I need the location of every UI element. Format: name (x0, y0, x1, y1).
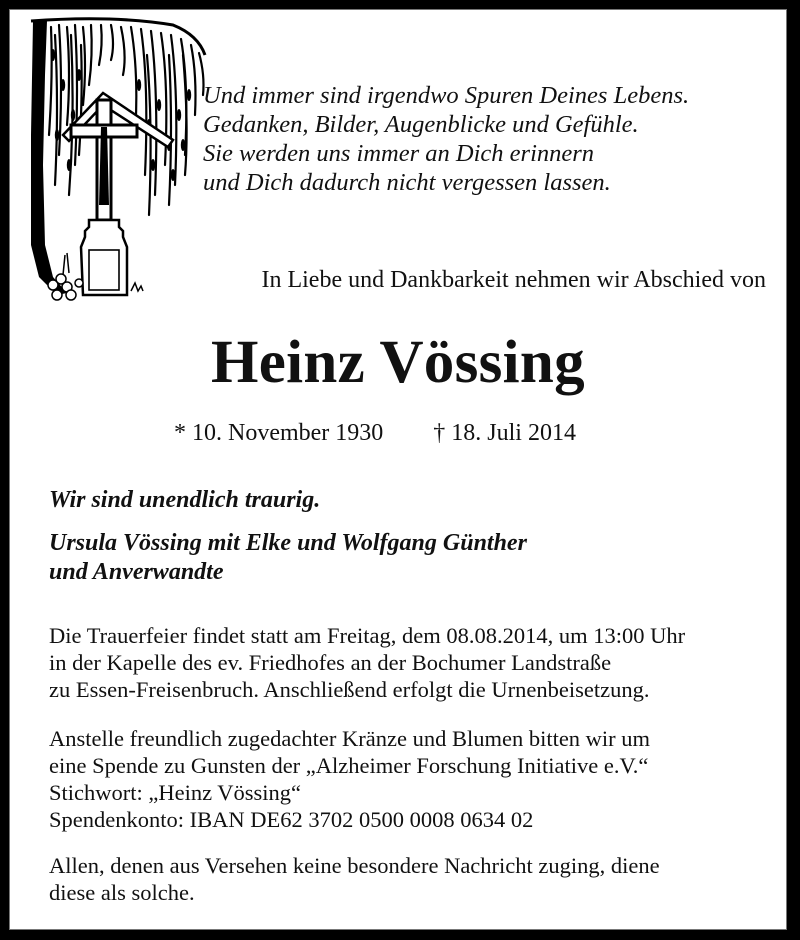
funeral-line: Die Trauerfeier findet statt am Freitag, dem 08.08.2014, um 13:00 Uhr (49, 623, 686, 648)
family-line: Ursula Vössing mit Elke und Wolfgang Günther (49, 530, 527, 556)
closing-note (49, 852, 779, 906)
poem-line: und Dich dadurch nicht vergessen lassen. (203, 169, 611, 196)
poem-line: Und immer sind irgendwo Spuren Deines Lebens. (203, 82, 690, 109)
intro-text: In Liebe und Dankbarkeit nehmen wir Abschied von (261, 267, 766, 293)
obituary-card (9, 9, 787, 930)
deceased-name: Heinz Vössing (211, 329, 585, 396)
closing-line: diese als solche. (49, 880, 195, 905)
mourning-sentiment: Wir sind unendlich traurig. (49, 487, 321, 513)
funeral-line: zu Essen-Freisenbruch. Anschließend erfolgt die Urnenbeisetzung. (49, 677, 650, 702)
donation-iban: Spendenkonto: IBAN DE62 3702 0500 0008 0634 02 (49, 807, 534, 832)
death-date: † 18. Juli 2014 (433, 420, 576, 446)
donation-line: eine Spende zu Gunsten der „Alzheimer Forschung Initiative e.V.“ (49, 753, 649, 778)
life-dates (174, 420, 576, 447)
weeping-willow-wayside-cross-icon (23, 15, 213, 305)
family-line: und Anverwandte (49, 559, 224, 585)
birth-date: * 10. November 1930 (174, 420, 384, 446)
donation-line: Anstelle freundlich zugedachter Kränze und Blumen bitten wir um (49, 726, 651, 751)
funeral-info (49, 622, 779, 703)
closing-line: Allen, denen aus Versehen keine besondere Nachricht zuging, diene (49, 853, 660, 878)
funeral-line: in der Kapelle des ev. Friedhofes an der Bochumer Landstraße (49, 650, 612, 675)
donation-keyword: Stichwort: „Heinz Vössing“ (49, 780, 302, 805)
family-signature (49, 529, 779, 587)
poem-line: Sie werden uns immer an Dich erinnern (203, 140, 595, 167)
poem (203, 81, 783, 197)
poem-line: Gedanken, Bilder, Augenblicke und Gefühle. (203, 111, 639, 138)
donation-info (49, 725, 779, 833)
